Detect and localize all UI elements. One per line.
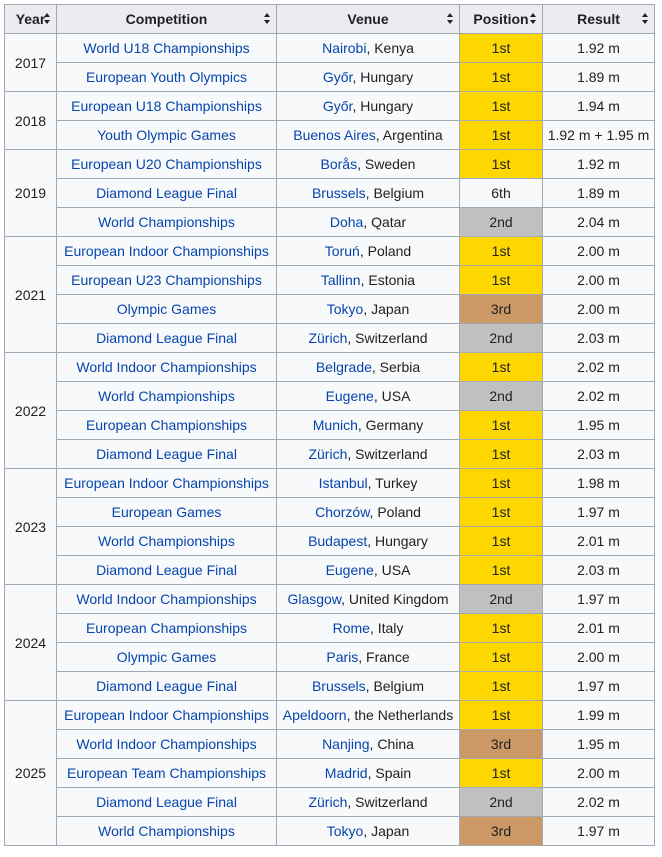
column-header-year[interactable] — [5, 5, 57, 34]
table-row — [5, 556, 655, 585]
position-cell: 1st — [460, 150, 543, 179]
venue-country: Japan — [371, 823, 410, 839]
venue-city-link[interactable]: Apeldoorn — [282, 707, 347, 723]
position-cell: 1st — [460, 266, 543, 295]
result-cell: 1.98 m — [543, 469, 655, 498]
result-cell: 2.01 m — [543, 614, 655, 643]
table-row — [5, 614, 655, 643]
venue-city-link[interactable]: Tokyo — [326, 301, 364, 317]
table-row — [5, 730, 655, 759]
venue-country: USA — [381, 562, 411, 578]
venue-separator: , — [369, 504, 378, 520]
position-cell: 1st — [460, 556, 543, 585]
competition-link[interactable]: European U18 Championships — [57, 92, 277, 121]
venue-separator: , — [363, 823, 372, 839]
venue-cell — [277, 266, 460, 295]
venue-city-link[interactable]: Chorzów — [315, 504, 370, 520]
competition-link[interactable]: World Indoor Championships — [57, 585, 277, 614]
venue-city-link[interactable]: Buenos Aires — [293, 127, 376, 143]
competition-link[interactable]: World Championships — [57, 817, 277, 846]
column-header-label: Position — [473, 11, 529, 27]
position-cell: 1st — [460, 498, 543, 527]
table-row — [5, 817, 655, 846]
result-cell: 2.02 m — [543, 788, 655, 817]
position-cell: 1st — [460, 469, 543, 498]
column-header-label: Venue — [347, 11, 389, 27]
result-cell: 1.92 m — [543, 150, 655, 179]
venue-separator: , — [347, 446, 356, 462]
position-cell: 1st — [460, 643, 543, 672]
table-row — [5, 179, 655, 208]
venue-separator: , — [375, 127, 383, 143]
venue-separator: , — [360, 272, 369, 288]
venue-cell — [277, 63, 460, 92]
venue-cell — [277, 34, 460, 63]
venue-country: Japan — [371, 301, 410, 317]
venue-country: Switzerland — [355, 446, 428, 462]
venue-country: Belgium — [373, 678, 425, 694]
table-row — [5, 759, 655, 788]
venue-country: China — [377, 736, 414, 752]
venue-country: Switzerland — [355, 330, 428, 346]
table-row — [5, 527, 655, 556]
venue-country: Italy — [377, 620, 404, 636]
result-cell: 2.01 m — [543, 527, 655, 556]
venue-country: Poland — [377, 504, 421, 520]
venue-country: Sweden — [364, 156, 416, 172]
result-cell: 1.97 m — [543, 672, 655, 701]
position-cell: 1st — [460, 701, 543, 730]
venue-city-link[interactable]: Brussels — [311, 185, 366, 201]
venue-cell — [277, 150, 460, 179]
venue-city-link[interactable]: Győr — [322, 98, 353, 114]
position-cell: 1st — [460, 527, 543, 556]
competition-link[interactable]: European Indoor Championships — [57, 701, 277, 730]
sort-icon[interactable] — [264, 13, 270, 24]
venue-country: United Kingdom — [348, 591, 449, 607]
column-header-label: Year — [15, 11, 46, 27]
venue-separator: , — [352, 69, 361, 85]
table-row — [5, 411, 655, 440]
table-row — [5, 63, 655, 92]
year-cell: 2024 — [5, 585, 57, 701]
position-cell: 2nd — [460, 208, 543, 237]
venue-country: France — [366, 649, 410, 665]
venue-city-link[interactable]: Tallinn — [320, 272, 361, 288]
table-row — [5, 469, 655, 498]
competition-link[interactable]: European Youth Olympics — [57, 63, 277, 92]
venue-cell — [277, 527, 460, 556]
competition-link[interactable]: World Indoor Championships — [57, 730, 277, 759]
result-cell: 2.03 m — [543, 556, 655, 585]
competition-link[interactable]: European Championships — [57, 614, 277, 643]
results-table — [4, 4, 655, 846]
venue-separator: , — [363, 301, 372, 317]
result-cell: 2.04 m — [543, 208, 655, 237]
competition-link[interactable]: Diamond League Final — [57, 324, 277, 353]
position-cell: 1st — [460, 759, 543, 788]
table-row — [5, 672, 655, 701]
column-header-result[interactable] — [543, 5, 655, 34]
venue-city-link[interactable]: Istanbul — [318, 475, 368, 491]
position-cell: 1st — [460, 353, 543, 382]
position-cell: 3rd — [460, 817, 543, 846]
result-cell: 1.97 m — [543, 585, 655, 614]
result-cell: 2.00 m — [543, 643, 655, 672]
column-header-label: Competition — [125, 11, 208, 27]
position-cell: 2nd — [460, 585, 543, 614]
position-cell: 1st — [460, 121, 543, 150]
competition-link[interactable]: European Games — [57, 498, 277, 527]
column-header-venue[interactable] — [277, 5, 460, 34]
result-cell: 2.00 m — [543, 237, 655, 266]
result-cell: 2.02 m — [543, 353, 655, 382]
venue-cell — [277, 585, 460, 614]
result-cell: 1.94 m — [543, 92, 655, 121]
table-row — [5, 701, 655, 730]
position-cell: 3rd — [460, 730, 543, 759]
competition-link[interactable]: European Championships — [57, 411, 277, 440]
result-cell: 2.03 m — [543, 324, 655, 353]
result-cell: 1.89 m — [543, 63, 655, 92]
venue-separator: , — [341, 591, 349, 607]
sort-icon[interactable] — [642, 13, 648, 24]
competition-link[interactable]: European Team Championships — [57, 759, 277, 788]
position-cell: 1st — [460, 92, 543, 121]
table-row — [5, 788, 655, 817]
position-cell: 2nd — [460, 788, 543, 817]
table-row — [5, 208, 655, 237]
position-cell: 1st — [460, 440, 543, 469]
competition-link[interactable]: Youth Olympic Games — [57, 121, 277, 150]
result-cell: 2.02 m — [543, 382, 655, 411]
venue-separator: , — [352, 98, 361, 114]
venue-country: Kenya — [374, 40, 414, 56]
venue-cell — [277, 208, 460, 237]
position-cell: 6th — [460, 179, 543, 208]
venue-city-link[interactable]: Nairobi — [322, 40, 367, 56]
venue-city-link[interactable]: Győr — [322, 69, 353, 85]
table-row — [5, 34, 655, 63]
result-cell: 1.89 m — [543, 179, 655, 208]
venue-cell — [277, 353, 460, 382]
venue-separator: , — [365, 185, 374, 201]
venue-separator: , — [347, 794, 356, 810]
table-row — [5, 121, 655, 150]
venue-cell — [277, 411, 460, 440]
competition-link[interactable]: European U20 Championships — [57, 150, 277, 179]
position-cell: 1st — [460, 672, 543, 701]
venue-country: Switzerland — [355, 794, 428, 810]
venue-separator: , — [346, 707, 355, 723]
venue-cell — [277, 701, 460, 730]
venue-separator: , — [347, 330, 356, 346]
venue-country: Spain — [375, 765, 412, 781]
venue-cell — [277, 759, 460, 788]
venue-separator: , — [369, 736, 378, 752]
table-row — [5, 295, 655, 324]
venue-city-link[interactable]: Nanjing — [322, 736, 370, 752]
header-row — [5, 5, 655, 34]
table-row — [5, 324, 655, 353]
venue-country: Hungary — [375, 533, 428, 549]
venue-country: Argentina — [382, 127, 443, 143]
sort-icon[interactable] — [530, 13, 536, 24]
position-cell: 1st — [460, 34, 543, 63]
venue-separator: , — [366, 40, 375, 56]
position-cell: 1st — [460, 614, 543, 643]
venue-country: Turkey — [375, 475, 418, 491]
venue-cell — [277, 237, 460, 266]
year-cell: 2021 — [5, 237, 57, 353]
sort-icon[interactable] — [447, 13, 453, 24]
venue-country: Belgium — [373, 185, 425, 201]
year-cell: 2017 — [5, 34, 57, 92]
venue-city-link[interactable]: Eugene — [325, 562, 374, 578]
table-row — [5, 237, 655, 266]
result-cell: 2.00 m — [543, 266, 655, 295]
table-row — [5, 585, 655, 614]
venue-city-link[interactable]: Munich — [312, 417, 358, 433]
venue-cell — [277, 730, 460, 759]
result-cell: 1.97 m — [543, 817, 655, 846]
competition-link[interactable]: European U23 Championships — [57, 266, 277, 295]
result-cell: 2.00 m — [543, 759, 655, 788]
venue-country: Germany — [365, 417, 424, 433]
competition-link[interactable]: World Championships — [57, 208, 277, 237]
venue-city-link[interactable]: Brussels — [311, 678, 366, 694]
table-row — [5, 353, 655, 382]
venue-separator: , — [358, 649, 367, 665]
result-cell: 2.00 m — [543, 295, 655, 324]
venue-separator: , — [357, 417, 366, 433]
venue-separator: , — [373, 388, 382, 404]
venue-city-link[interactable]: Doha — [329, 214, 364, 230]
competition-link[interactable]: Diamond League Final — [57, 179, 277, 208]
competition-link[interactable]: Diamond League Final — [57, 556, 277, 585]
venue-separator: , — [367, 765, 376, 781]
venue-separator: , — [369, 620, 378, 636]
venue-cell — [277, 614, 460, 643]
venue-country: the Netherlands — [354, 707, 454, 723]
year-cell: 2025 — [5, 701, 57, 846]
year-cell: 2019 — [5, 150, 57, 237]
result-cell: 1.97 m — [543, 498, 655, 527]
competition-link[interactable]: Diamond League Final — [57, 672, 277, 701]
venue-city-link[interactable]: Zürich — [308, 794, 348, 810]
venue-cell — [277, 817, 460, 846]
position-cell: 3rd — [460, 295, 543, 324]
venue-separator: , — [373, 562, 382, 578]
result-cell: 1.92 m + 1.95 m — [543, 121, 655, 150]
venue-cell — [277, 469, 460, 498]
column-header-position[interactable] — [460, 5, 543, 34]
position-cell: 1st — [460, 63, 543, 92]
sort-icon[interactable] — [44, 13, 50, 24]
table-row — [5, 92, 655, 121]
venue-separator: , — [359, 243, 368, 259]
venue-city-link[interactable]: Zürich — [308, 330, 348, 346]
result-cell: 2.03 m — [543, 440, 655, 469]
venue-country: Poland — [367, 243, 412, 259]
venue-cell — [277, 324, 460, 353]
year-cell: 2023 — [5, 469, 57, 585]
venue-separator: , — [367, 475, 376, 491]
venue-city-link[interactable]: Glasgow — [287, 591, 342, 607]
competition-link[interactable]: European Indoor Championships — [57, 237, 277, 266]
competition-link[interactable]: European Indoor Championships — [57, 469, 277, 498]
competition-link[interactable]: World Championships — [57, 382, 277, 411]
column-header-competition[interactable] — [57, 5, 277, 34]
competition-link[interactable]: World U18 Championships — [57, 34, 277, 63]
competition-link[interactable]: World Indoor Championships — [57, 353, 277, 382]
venue-city-link[interactable]: Budapest — [308, 533, 368, 549]
result-cell: 1.95 m — [543, 730, 655, 759]
venue-city-link[interactable]: Zürich — [308, 446, 348, 462]
venue-city-link[interactable]: Paris — [326, 649, 359, 665]
venue-separator: , — [367, 533, 376, 549]
table-row — [5, 150, 655, 179]
result-cell: 1.95 m — [543, 411, 655, 440]
venue-city-link[interactable]: Madrid — [324, 765, 368, 781]
competition-link[interactable]: World Championships — [57, 527, 277, 556]
venue-cell — [277, 121, 460, 150]
year-cell: 2022 — [5, 353, 57, 469]
venue-city-link[interactable]: Eugene — [325, 388, 374, 404]
position-cell: 2nd — [460, 382, 543, 411]
position-cell: 1st — [460, 411, 543, 440]
column-header-label: Result — [577, 11, 620, 27]
table-body — [5, 34, 655, 846]
year-cell: 2018 — [5, 92, 57, 150]
venue-country: Hungary — [360, 98, 414, 114]
result-cell: 1.92 m — [543, 34, 655, 63]
venue-country: Serbia — [379, 359, 421, 375]
venue-cell — [277, 788, 460, 817]
venue-city-link[interactable]: Belgrade — [315, 359, 372, 375]
table-row — [5, 382, 655, 411]
venue-cell — [277, 498, 460, 527]
table-row — [5, 440, 655, 469]
venue-cell — [277, 92, 460, 121]
venue-city-link[interactable]: Toruń — [324, 243, 360, 259]
competition-link[interactable]: Diamond League Final — [57, 440, 277, 469]
venue-cell — [277, 440, 460, 469]
venue-country: USA — [381, 388, 411, 404]
venue-separator: , — [357, 156, 365, 172]
venue-cell — [277, 382, 460, 411]
venue-city-link[interactable]: Borås — [320, 156, 358, 172]
venue-cell — [277, 295, 460, 324]
venue-cell — [277, 643, 460, 672]
table-row — [5, 266, 655, 295]
venue-separator: , — [365, 678, 374, 694]
venue-cell — [277, 179, 460, 208]
venue-country: Qatar — [371, 214, 407, 230]
table-row — [5, 643, 655, 672]
venue-city-link[interactable]: Tokyo — [326, 823, 364, 839]
venue-separator: , — [371, 359, 380, 375]
venue-country: Estonia — [368, 272, 416, 288]
result-cell: 1.99 m — [543, 701, 655, 730]
competition-link[interactable]: Olympic Games — [57, 295, 277, 324]
competition-link[interactable]: Olympic Games — [57, 643, 277, 672]
table-row — [5, 498, 655, 527]
venue-city-link[interactable]: Rome — [332, 620, 370, 636]
venue-cell — [277, 556, 460, 585]
venue-cell — [277, 672, 460, 701]
position-cell: 1st — [460, 237, 543, 266]
venue-separator: , — [363, 214, 372, 230]
venue-country: Hungary — [360, 69, 414, 85]
position-cell: 2nd — [460, 324, 543, 353]
competition-link[interactable]: Diamond League Final — [57, 788, 277, 817]
